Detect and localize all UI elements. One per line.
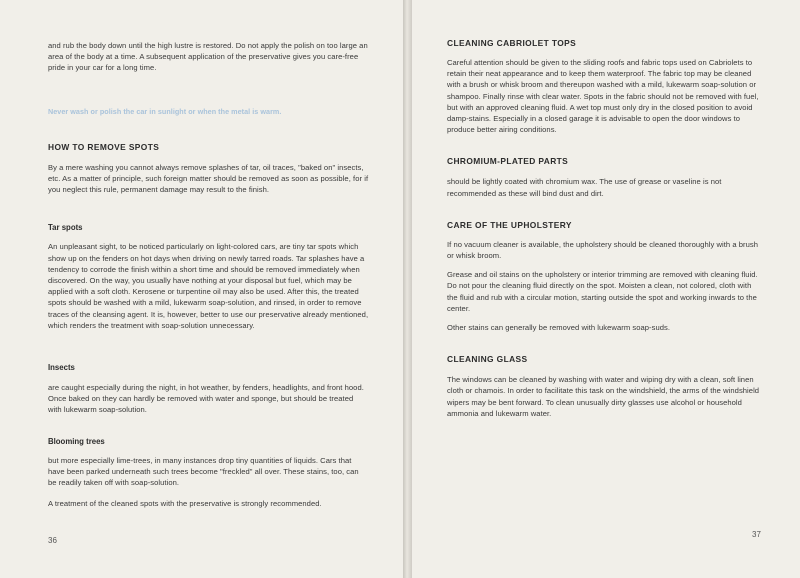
insects-paragraph: are caught especially during the night, in hot weather, by fenders, headlights, and front hood. Once baked on they can hardly be removed with water and sponge, but should be treated with lukewarm soap-solution. [48, 383, 364, 415]
blooming-trees-paragraph: but more especially lime-trees, in many instances drop tiny quantities of liquids. Cars that have been parked underneath such trees become "freckled" all over. These stains, too, can be readily taken off with soap-solution. [48, 455, 359, 488]
page-number-left: 36 [48, 536, 57, 545]
heading-cleaning-glass: CLEANING GLASS [447, 354, 528, 365]
page-number-right: 37 [752, 530, 761, 539]
upholstery-paragraph-2: Grease and oil stains on the upholstery or interior trimming are removed with cleaning fluid. Do not pour the cleaning fluid directly on the spot. Moisten a clean, not colored, cloth with the fluid and rub with a circular motion, starting outside the spot and working inwards to the center. [447, 270, 758, 313]
intro-paragraph: and rub the body down until the high lustre is restored. Do not apply the polish on too large an area of the body at a time. A subsequent application of the preservative gives you care-free pride in your car for a long time. [48, 41, 368, 73]
remove-spots-paragraph: By a mere washing you cannot always remove splashes of tar, oil traces, "baked on" insects, etc. As a matter of principle, such foreign matter should be removed as soon as possible, for if you neglect this rule, permanent damage may result to the finish. [48, 162, 369, 195]
cabriolet-paragraph: Careful attention should be given to the sliding roofs and fabric tops used on Cabriolets to retain their neat appearance and to keep them waterproof. The fabric top may be cleaned with a brush or whisk broom and thereupon washed with a mild, lukewarm soap-solution or shampoo. Finally rinse with clear water. Spots in the fabric should not be removed with fuel, but with an approved cleaning fluid. A wet top must only dry in the closed position to avoid damp-stains. Especially in a closed garage it is advisable to open the door windows to produce better airing conditions. [447, 58, 759, 135]
heading-blooming-trees: Blooming trees [48, 436, 105, 446]
sunlight-warning: Never wash or polish the car in sunlight or when the metal is warm. [48, 106, 282, 116]
heading-cabriolet-tops: CLEANING CABRIOLET TOPS [447, 38, 577, 48]
heading-remove-spots: HOW TO REMOVE SPOTS [48, 141, 160, 152]
chromium-paragraph: should be lightly coated with chromium wax. The use of grease or vaseline is not recommended as these will bind dust and dirt. [447, 177, 722, 198]
glass-paragraph: The windows can be cleaned by washing with water and wiping dry with a clean, soft linen cloth or chamois. In order to facilitate this task on the windshield, the arms of the windshield wipers may be bent forward. To clean unusually dirty glasses use alcohol or household ammonia and lukewarm water. [447, 375, 760, 418]
upholstery-paragraph-3: Other stains can generally be removed with lukewarm soap-suds. [447, 323, 670, 333]
heading-chromium-parts: CHROMIUM-PLATED PARTS [447, 156, 569, 167]
heading-upholstery: CARE OF THE UPHOLSTERY [447, 219, 572, 230]
tar-spots-paragraph: An unpleasant sight, to be noticed particularly on light-colored cars, are tiny tar spots which show up on the fenders on hot days when driving on newly tarred roads. Tar splashes have a tendency to corrode the finish within a short time and should be removed immediately when discovered. On the way, you usually have nothing at your disposal but fuel, which may be applied with a soft cloth. Kerosene or turpentine oil may also be used. After this, the treated spots should be washed with a mild, lukewarm soap-solution, and rinsed, in order to remove traces of the cleansing agent. It is, however, better to use our preservative already mentioned, which renders the treatment with soap-solution unnecessary. [48, 242, 369, 330]
heading-tar-spots: Tar spots [48, 223, 83, 233]
right-page [412, 0, 800, 578]
book-gutter [403, 0, 412, 578]
upholstery-paragraph-1: If no vacuum cleaner is available, the upholstery should be cleaned thoroughly with a brush or whisk broom. [447, 239, 759, 261]
heading-insects: Insects [48, 363, 75, 373]
preservative-recommendation: A treatment of the cleaned spots with the preservative is strongly recommended. [48, 499, 322, 509]
